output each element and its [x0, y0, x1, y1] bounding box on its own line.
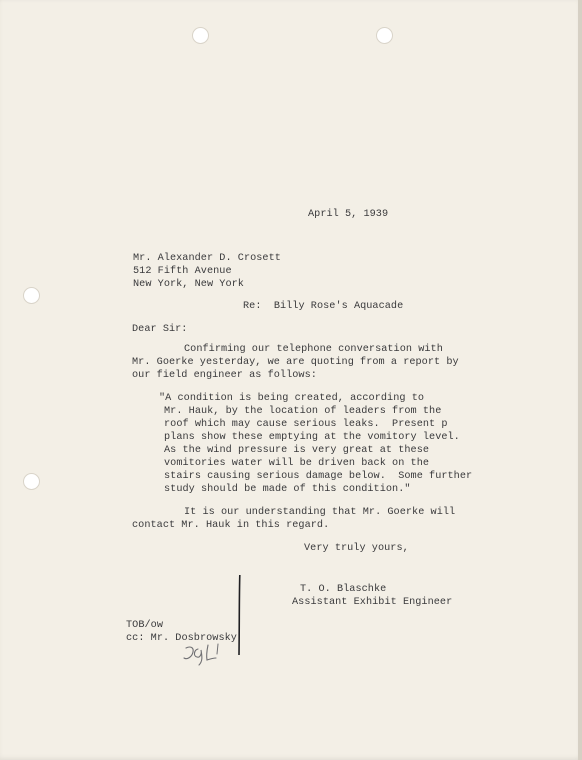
typist-initials: TOB/ow — [126, 620, 163, 631]
subject-line: Re: Billy Rose's Aquacade — [243, 301, 404, 312]
body-paragraph-line: It is our understanding that Mr. Goerke will — [184, 507, 456, 518]
quote-line: plans show these emptying at the vomitory level. — [164, 432, 460, 443]
quote-line: stairs causing serious damage below. Some further — [164, 471, 473, 482]
quote-line: study should be made of this condition." — [164, 484, 411, 495]
quote-line: As the wind pressure is very great at these — [164, 445, 430, 456]
quote-line: vomitories water will be driven back on the — [164, 458, 430, 469]
quote-line: roof which may cause serious leaks. Present p — [164, 419, 448, 430]
page-edge — [578, 0, 582, 760]
handwritten-initials — [180, 640, 228, 668]
signer-name: T. O. Blaschke — [300, 584, 387, 595]
body-paragraph-line: our field engineer as follows: — [132, 370, 317, 381]
address-line: Mr. Alexander D. Crosett — [133, 253, 281, 264]
address-line: 512 Fifth Avenue — [133, 266, 232, 277]
pen-stroke — [238, 575, 241, 655]
salutation: Dear Sir: — [132, 324, 188, 335]
letter-date: April 5, 1939 — [308, 209, 389, 220]
quote-line: Mr. Hauk, by the location of leaders from the — [164, 406, 442, 417]
cc-line: cc: Mr. Dosbrowsky — [126, 633, 237, 644]
address-line: New York, New York — [133, 279, 244, 290]
body-paragraph-line: contact Mr. Hauk in this regard. — [132, 520, 330, 531]
punch-hole — [23, 287, 40, 304]
body-paragraph-line: Confirming our telephone conversation with — [184, 344, 443, 355]
punch-hole — [376, 27, 393, 44]
signer-title: Assistant Exhibit Engineer — [292, 597, 453, 608]
body-paragraph-line: Mr. Goerke yesterday, we are quoting from a report by — [132, 357, 459, 368]
punch-hole — [23, 473, 40, 490]
quote-line: "A condition is being created, according to — [159, 393, 425, 404]
punch-hole — [192, 27, 209, 44]
closing: Very truly yours, — [304, 543, 409, 554]
